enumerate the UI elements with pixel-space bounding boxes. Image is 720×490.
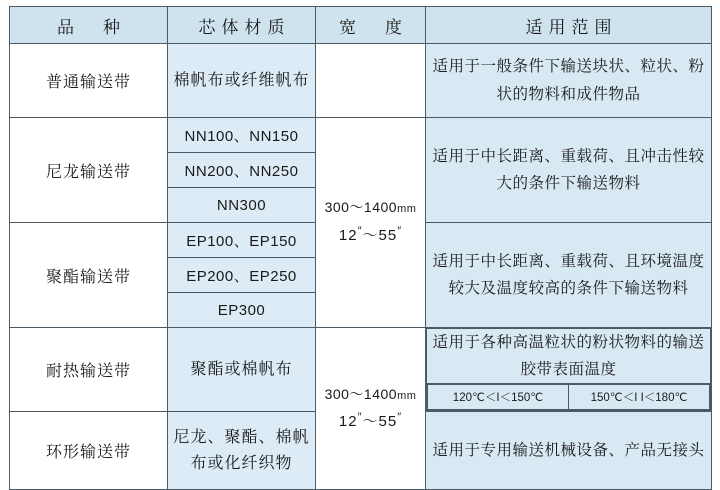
cell-material-endless: 尼龙、聚酯、棉帆布或化纤织物 <box>168 412 316 490</box>
table-row <box>10 44 712 118</box>
temp-range-2: 150℃＜I I＜180℃ <box>569 385 710 410</box>
cell-material-nn300: NN300 <box>168 188 316 223</box>
cell-usage-polyester: 适用于中长距离、重载荷、且环境温度较大及温度较高的条件下输送物料 <box>426 223 712 328</box>
column-header-material: 芯体材质 <box>168 7 316 44</box>
cell-kind-polyester: 聚酯输送带 <box>10 223 168 328</box>
cell-kind-heatresistant: 耐热输送带 <box>10 328 168 412</box>
cell-width-group-2: 300～1400mm 12″～55″ <box>316 328 426 490</box>
width-inch-2: 12 <box>338 413 358 431</box>
column-header-usage: 适用范围 <box>426 7 712 44</box>
cell-kind-nylon: 尼龙输送带 <box>10 118 168 223</box>
temp-range-1: 120℃＜I＜150℃ <box>428 385 569 410</box>
width-inch-1b: ～55 <box>362 227 398 245</box>
cell-material-heatresistant: 聚酯或棉帆布 <box>168 328 316 412</box>
cell-material-ep300: EP300 <box>168 293 316 328</box>
table-row <box>10 328 712 412</box>
cell-material-nn100: NN100、NN150 <box>168 118 316 153</box>
width-unit-1: mm <box>397 203 417 216</box>
cell-usage-heatresistant <box>426 328 712 412</box>
cell-width-group-1: 300～1400mm 12″～55″ <box>316 118 426 328</box>
heat-usage-inner-table <box>426 328 711 411</box>
column-header-kind: 品 种 <box>10 7 168 44</box>
cell-kind-ordinary: 普通输送带 <box>10 44 168 118</box>
width-unit-2: mm <box>397 389 417 402</box>
cell-width-empty <box>316 44 426 118</box>
cell-material-nn200: NN200、NN250 <box>168 153 316 188</box>
cell-usage-ordinary: 适用于一般条件下输送块状、粒状、粉状的物料和成件物品 <box>426 44 712 118</box>
temperature-range-table <box>427 384 710 410</box>
cell-usage-nylon: 适用于中长距离、重载荷、且冲击性较大的条件下输送物料 <box>426 118 712 223</box>
cell-material-ep100: EP100、EP150 <box>168 223 316 258</box>
column-header-width: 宽 度 <box>316 7 426 44</box>
belt-spec-table <box>9 6 712 490</box>
width-inch-1: 12 <box>338 227 358 245</box>
cell-usage-endless: 适用于专用输送机械设备、产品无接头 <box>426 412 712 490</box>
table-row <box>10 118 712 153</box>
heat-usage-text: 适用于各种高温粒状的粉状物料的输送胶带表面温度 <box>427 329 711 384</box>
cell-kind-endless: 环形输送带 <box>10 412 168 490</box>
cell-material-ordinary: 棉帆布或纤维帆布 <box>168 44 316 118</box>
width-inch-2b: ～55 <box>362 413 398 431</box>
table-header-row <box>10 7 712 44</box>
cell-material-ep200: EP200、EP250 <box>168 258 316 293</box>
width-range-1: 300～1400 <box>324 199 398 216</box>
width-range-2: 300～1400 <box>324 385 398 402</box>
